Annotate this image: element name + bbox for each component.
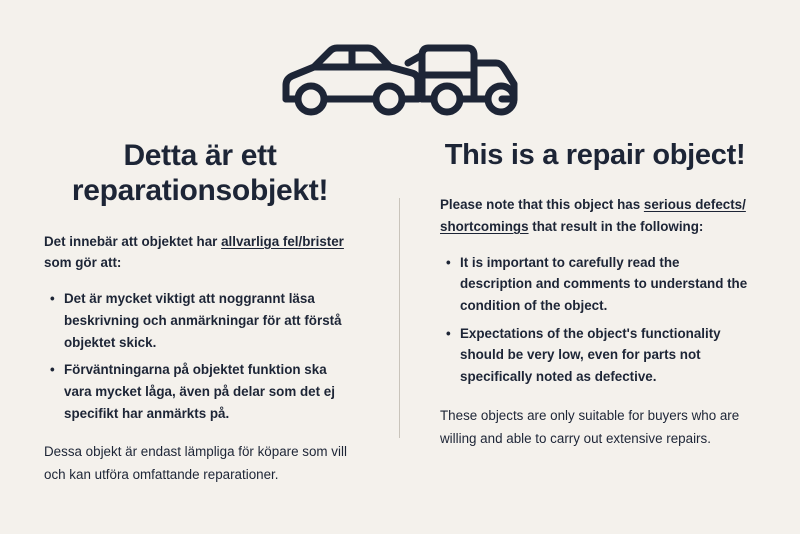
bullet-list-sv: [44, 288, 356, 424]
lede-en-after: that result in the following:: [528, 218, 704, 234]
list-item: • It is important to carefully read the description and comments to understand the condition of the object.: [460, 252, 750, 317]
list-item: • Det är mycket viktigt att noggrannt läsa beskrivning och anmärkningar för att förstå objektet skick.: [64, 288, 356, 353]
page-title-sv: Detta är ett reparationsobjekt!: [71, 139, 329, 208]
bullet-list-en: [440, 252, 750, 388]
lede-en-before: Please note that this object has: [440, 197, 644, 213]
lede-sv-underlined: allvarliga fel/brister: [221, 233, 344, 249]
lede-sv-after: som gör att:: [44, 255, 122, 271]
list-item: • Förväntningarna på objektet funktion ska vara mycket låga, även på delar som det ej specifikt har anmärkts på.: [64, 359, 356, 424]
columns: [0, 138, 800, 487]
lede-sv-before: Det innebär att objektet har: [44, 233, 222, 249]
outro-sv: Dessa objekt är endast lämpliga för köpare som vill och kan utföra omfattande reparationer.: [44, 444, 347, 483]
column-english: [400, 138, 800, 487]
tow-truck-and-car-icon: [272, 29, 528, 125]
illustration-container: [0, 22, 800, 132]
list-item: • Expectations of the object's functionality should be very low, even for parts not specifically noted as defective.: [460, 323, 750, 388]
column-swedish: [0, 138, 400, 487]
outro-en: These objects are only suitable for buyers who are willing and able to carry out extensive repairs.: [440, 407, 740, 446]
lede-en-underlined: serious defects/ shortcomings: [440, 197, 746, 234]
lede-sv: [44, 231, 356, 274]
page-title-en: This is a repair object!: [444, 139, 746, 171]
lede-en: [440, 194, 750, 237]
